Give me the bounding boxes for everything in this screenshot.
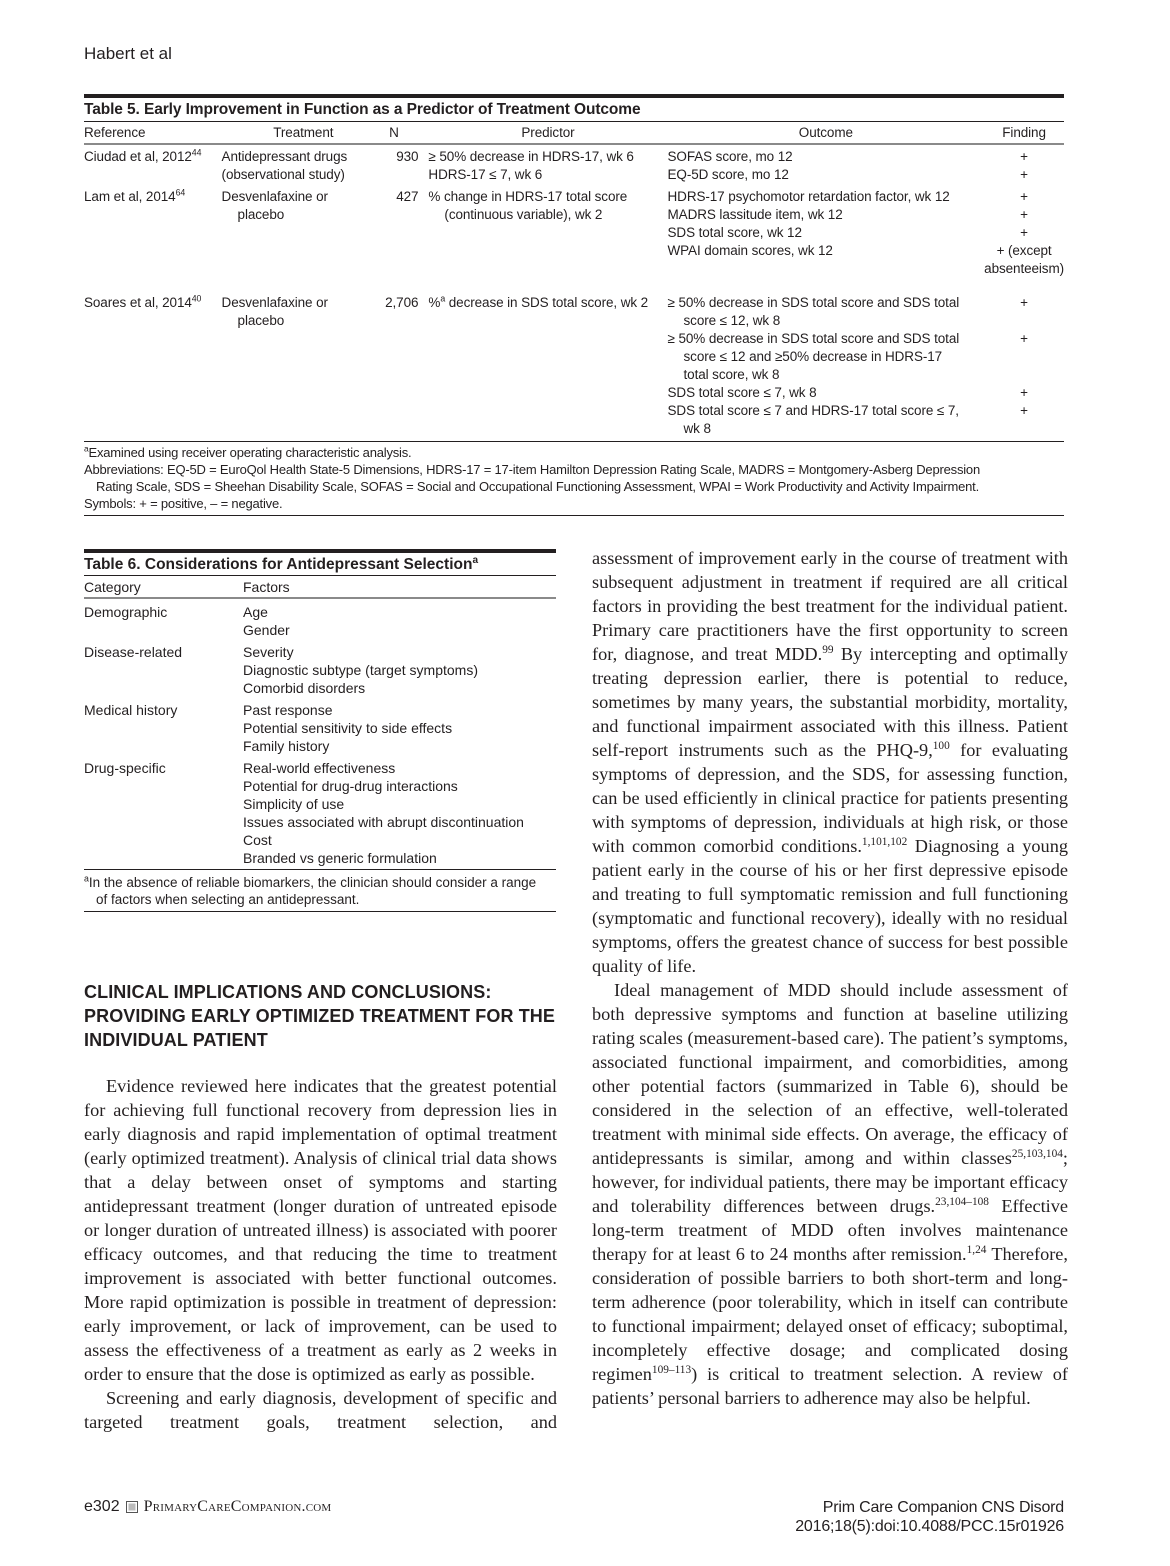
col-header-treatment: Treatment bbox=[273, 125, 334, 140]
finding-cell: + + bbox=[1020, 149, 1028, 182]
outcome-cell: ≥ 50% decrease in SDS total score and SDS total score ≤ 12, wk 8 ≥ 50% decrease in SDS total score and SDS total score ≤ 12 and ≥50% decrease in HDRS-17 total score, wk 8 SDS total score ≤ 7, wk 8 SDS total score ≤ 7 and HDRS-17 total score ≤ 7, wk 8 bbox=[667, 295, 960, 436]
category-cell: Medical history bbox=[84, 702, 178, 718]
outcome-cell: SOFAS score, mo 12 EQ-5D score, mo 12 bbox=[667, 149, 793, 182]
square-bullet-icon bbox=[126, 1501, 138, 1513]
reference-cell: Ciudad et al, 2012$^{44}$ bbox=[84, 147, 202, 164]
col-header-predictor: Predictor bbox=[521, 125, 575, 140]
col-header-outcome: Outcome bbox=[798, 125, 853, 140]
treatment-cell: Desvenlafaxine or placebo bbox=[221, 295, 328, 328]
table-rule bbox=[84, 911, 556, 912]
table-row bbox=[84, 755, 556, 869]
table-header-row bbox=[84, 122, 1064, 143]
table-6-grid bbox=[84, 576, 556, 869]
table-6-title: Table 6. Considerations for Antidepressant Selection$^a$ bbox=[84, 554, 479, 573]
table-5-grid bbox=[84, 122, 1064, 441]
abbreviations: Abbreviations: EQ-5D = EuroQol Health State-5 Dimensions, HDRS-17 = 17-item Hamilton Depression Rating Scale, MADRS = Montgomery-Asberg Depression Rating Scale, SDS = Sheehan Disability Scale, SOFAS = Social and Occupational Functioning Assessment, WPAI = Work Productivity and Activity Impairment. bbox=[84, 462, 980, 494]
table-header-row bbox=[84, 576, 556, 597]
body-column-left bbox=[84, 1074, 557, 1434]
treatment-cell: Antidepressant drugs (observational study) bbox=[221, 149, 348, 182]
page-footer-right bbox=[795, 1498, 1064, 1536]
table-5-footnotes bbox=[84, 442, 1064, 512]
predictor-cell: %$^a$ decrease in SDS total score, wk 2 bbox=[428, 293, 649, 310]
outcome-cell: HDRS-17 psychomotor retardation factor, wk 12 MADRS lassitude item, wk 12 SDS total score, wk 12 WPAI domain scores, wk 12 bbox=[667, 189, 950, 258]
col-header-finding: Finding bbox=[1002, 125, 1046, 140]
factors-cell: Real-world effectiveness Potential for drug-drug interactions Simplicity of use Issues associated with abrupt discontinuation Cost Branded vs generic formulation bbox=[243, 760, 524, 866]
reference-cell: Lam et al, 2014$^{64}$ bbox=[84, 187, 186, 204]
reference-cell: Soares et al, 2014$^{40}$ bbox=[84, 293, 202, 310]
table-row bbox=[84, 599, 556, 639]
col-header-factors: Factors bbox=[243, 579, 290, 595]
factors-cell: Age Gender bbox=[243, 604, 290, 638]
journal-website-link[interactable]: PrimaryCareCompanion.com bbox=[143, 1498, 332, 1515]
paragraph: Ideal management of MDD should include assessment of both depressive symptoms and function at baseline utilizing rating scales (measurement-based care). The patient’s symptoms, associated functional impairment, and comorbidities, among other potential factors (summarized in Table 6), should be considered in the selection of an effective, well-tolerated treatment with minimal side effects. On average, the efficacy of antidepressants is similar, among and within classes$^{25,103,104}$; however, for individual patients, there may be important efficacy and tolerability differences between drugs.$^{23,104-108}$ Effective long-term treatment of MDD often involves maintenance therapy for at least 6 to 24 months after remission.$^{1,24}$ Therefore, consideration of possible barriers to both short-term and long-term adherence (poor tolerability, which in itself can contribute to functional impairment; delayed onset of efficacy; suboptimal, incompletely effective dosage; and complicated dosing regimen$^{109-113}$) is critical to treatment selection. A review of patients’ personal barriers to adherence may also be helpful. bbox=[592, 980, 1068, 1408]
predictor-cell: % change in HDRS-17 total score (continuous variable), wk 2 bbox=[428, 189, 628, 222]
table-row bbox=[84, 697, 556, 755]
running-head: Habert et al bbox=[84, 44, 172, 63]
body-column-right bbox=[592, 546, 1068, 1410]
col-header-category: Category bbox=[84, 579, 141, 595]
n-cell: 930 bbox=[396, 149, 419, 164]
factors-cell: Severity Diagnostic subtype (target symptoms) Comorbid disorders bbox=[243, 644, 478, 696]
factors-cell: Past response Potential sensitivity to side effects Family history bbox=[243, 702, 453, 754]
finding-cell: + + + + (except absenteeism) bbox=[984, 189, 1064, 276]
table-6 bbox=[84, 549, 556, 912]
table-6-footnote: $^a$In the absence of reliable biomarkers, the clinician should consider a range of factors when selecting an antidepressant. bbox=[84, 873, 537, 907]
treatment-cell: Desvenlafaxine or placebo bbox=[221, 189, 328, 222]
col-header-n: N bbox=[389, 125, 399, 140]
paragraph: Evidence reviewed here indicates that the greatest potential for achieving full functional recovery from depression lies in early diagnosis and rapid implementation of optimal treatment (early optimized treatment). Analysis of clinical trial data shows that a delay between onset of symptoms and starting antidepressant treatment (longer duration of untreated episode or longer duration of untreated illness) is associated with poorer efficacy outcomes, and that reducing the time to treatment improvement is associated with better functional outcomes. More rapid optimization is possible in treatment of depression: early improvement, or lack of improvement, can be used to assess the effectiveness of a treatment as early as 2 weeks in order to ensure that the dose is optimized as early as possible. bbox=[84, 1076, 557, 1384]
paragraph: Screening and early diagnosis, development of specific and targeted treatment goals, treatment selection, and bbox=[84, 1388, 557, 1432]
section-heading: CLINICAL IMPLICATIONS AND CONCLUSIONS: PROVIDING EARLY OPTIMIZED TREATMENT FOR THE INDIVIDUAL PATIENT bbox=[84, 982, 555, 1050]
table-5 bbox=[84, 94, 1064, 516]
journal-name: Prim Care Companion CNS Disord bbox=[822, 1499, 1064, 1516]
table-row bbox=[84, 145, 1064, 184]
paragraph: assessment of improvement early in the course of treatment with subsequent adjustment in treatment if required are all critical factors in providing the best treatment for the individual patient. Primary care practitioners have the first opportunity to screen for, diagnose, and treat MDD.$^{99}$ By intercepting and optimally treating depression earlier, there is potential to reduce, sometimes by many years, the substantial morbidity, mortality, and functional impairment associated with this illness. Patient self-report instruments such as the PHQ-9,$^{100}$ for evaluating symptoms of depression, and the SDS, for assessing function, can be used efficiently in clinical practice for patients presenting with symptoms of depression, individuals at high risk, or those with common comorbid conditions.$^{1,101,102}$ Diagnosing a young patient early in the course of his or her first depressive episode and treating to full symptomatic remission and full functioning (symptomatic and functional recovery), ideally with no residual symptoms, offers the greatest chance of success for best possible quality of life. bbox=[592, 548, 1068, 976]
citation-doi: 2016;18(5):doi:10.4088/PCC.15r01926 bbox=[795, 1518, 1064, 1535]
table-rule bbox=[84, 515, 1064, 516]
page-footer-left bbox=[84, 1498, 331, 1516]
table-row bbox=[84, 278, 1064, 441]
category-cell: Disease-related bbox=[84, 644, 183, 660]
finding-cell: + + + + bbox=[1020, 295, 1028, 418]
category-cell: Demographic bbox=[84, 604, 168, 620]
col-header-reference: Reference bbox=[84, 125, 146, 140]
predictor-cell: ≥ 50% decrease in HDRS-17, wk 6 HDRS-17 ≤ 7, wk 6 bbox=[428, 149, 634, 182]
table-row bbox=[84, 184, 1064, 278]
page-number: e302 bbox=[84, 1498, 120, 1515]
n-cell: 427 bbox=[396, 189, 419, 204]
footnote-a: $^a$Examined using receiver operating characteristic analysis. bbox=[84, 443, 412, 460]
table-row bbox=[84, 639, 556, 697]
table-5-title: Table 5. Early Improvement in Function as a Predictor of Treatment Outcome bbox=[84, 101, 641, 118]
category-cell: Drug-specific bbox=[84, 760, 166, 776]
n-cell: 2,706 bbox=[385, 295, 419, 310]
symbols-note: Symbols: + = positive, – = negative. bbox=[84, 496, 283, 511]
